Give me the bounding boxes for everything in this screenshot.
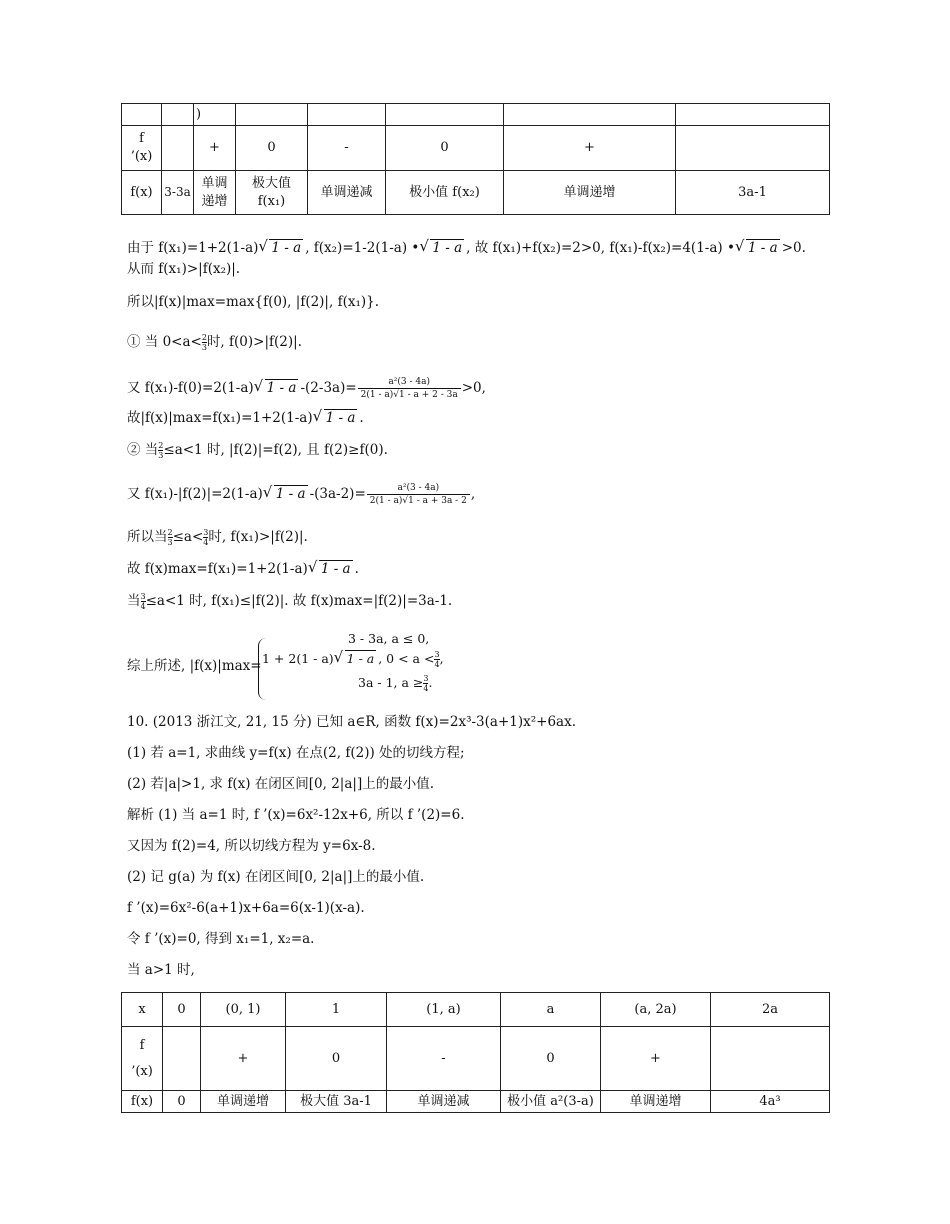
text-run: >0. [781,240,806,256]
sqrt-expression [313,408,358,428]
solution-line: 又因为 f(2)=4, 所以切线方程为 y=6x-8. [127,838,376,854]
table2-cell: 单调递增 [601,1091,711,1113]
sqrt-expression [263,484,308,504]
denominator: 2(1 - a)√1 - a + 2 - 3a [360,390,458,400]
radicand: 1 - a [432,240,463,256]
table2-cell: 0 [163,993,201,1027]
table1-cell: 单调递增 [504,171,676,215]
denominator: 3 [201,343,207,352]
solution-line: 当 a>1 时, [127,962,195,978]
solution-line: 解析 (1) 当 a=1 时, f ’(x)=6x²-12x+6, 所以 f ’(2)=6. [127,807,465,823]
case-line: 3 - 3a, a ≤ 0, [348,631,430,646]
text-line: 所以|f(x)|max=max{f(0), |f(2)|, f(x₁)}. [127,294,380,310]
text-run: 3a - 1, a ≥ [358,675,424,690]
text-run: , [439,651,444,666]
radicand: 1 - a [747,240,778,256]
text-run: ② 当 [127,442,159,458]
case-line [262,650,444,669]
table1-cell [676,126,830,171]
radicand: 1 - a [325,410,356,426]
text-run: -(3a-2)= [309,486,366,502]
denominator: 3 [158,451,164,460]
table1-cell: 0 [386,126,504,171]
denominator: 4 [140,602,146,611]
sqrt-expression [254,378,299,398]
text-run: 所以当 [127,529,168,545]
table2-row-function [122,1091,830,1113]
table2-cell: x [122,993,163,1027]
sqrt-expression [419,238,464,258]
numerator: 2 [201,333,207,342]
problem-statement: 10. (2013 浙江文, 21, 15 分) 已知 a∈R, 函数 f(x)=2x³-3(a+1)x²+6ax. [127,714,576,730]
table1-cell: f(x) [122,171,162,215]
text-run: ① 当 0<a< [127,334,202,350]
sqrt-expression [735,238,780,258]
table2-cell: 极大值 3a-1 [286,1091,387,1113]
table2-cell [163,1027,201,1091]
variation-table-1 [121,103,830,215]
numerator: 3 [140,592,146,601]
text-run: 时, f(x₁)>|f(2)|. [208,529,308,545]
text-run: -(2-3a)= [300,380,357,396]
table1-cell: 单调 递增 [194,171,236,215]
table1-cell: 极小值 f(x₂) [386,171,504,215]
text-run: 又 f(x₁)-|f(2)|=2(1-a) [127,486,263,502]
solution-line: f ’(x)=6x²-6(a+1)x+6a=6(x-1)(x-a). [127,900,365,916]
text-line: 综上所述, |f(x)|max= [127,658,262,674]
text-run: ≤a<1 时, |f(2)|=f(2), 且 f(2)≥f(0). [163,442,388,458]
table1-row-function [122,171,830,215]
table2-cell: + [601,1027,711,1091]
text-line: 从而 f(x₁)>|f(x₂)|. [127,261,241,277]
denominator: 2(1 - a)√1 - a + 3a - 2 [369,496,467,506]
table1-cell: - [308,126,386,171]
numerator: 2 [167,528,173,537]
text-line [127,591,452,611]
table1-cell [308,104,386,126]
fraction [358,376,461,401]
table2-cell: 极小值 a²(3-a) [501,1091,601,1113]
table2-cell: 0 [501,1027,601,1091]
table2-row-x [122,993,830,1027]
text-run: , 0 < a < [378,651,435,666]
table1-cell: f ’(x) [122,126,162,171]
table2-cell: - [387,1027,501,1091]
table1-cell: 单调递减 [308,171,386,215]
case-line [358,674,432,693]
text-line [127,482,475,507]
text-run: >0, [461,380,486,396]
text-run: 故 f(x)max=f(x₁)=1+2(1-a) [127,561,308,577]
text-run: 又 f(x₁)-f(0)=2(1-a) [127,380,254,396]
sqrt-expression [258,238,303,258]
text-line [127,440,388,460]
table2-cell: (1, a) [387,993,501,1027]
numerator: 3 [423,674,429,683]
denominator: 3 [167,538,173,547]
table2-cell: f ’(x) [122,1027,163,1091]
table2-cell: 2a [711,993,830,1027]
table2-cell: (0, 1) [201,993,286,1027]
denominator: 4 [203,538,209,547]
problem-part-1: (1) 若 a=1, 求曲线 y=f(x) 在点(2, f(2)) 处的切线方程; [127,745,465,761]
numerator: 3 [434,650,440,659]
text-line [127,238,806,258]
radicand: 1 - a [320,561,351,577]
denominator: 4 [434,660,440,669]
denominator: 4 [423,684,429,693]
table1-cell [386,104,504,126]
text-run: 当 [127,593,141,609]
table2-cell: a [501,993,601,1027]
text-run: 由于 f(x₁)=1+2(1-a) [127,240,259,256]
text-run: 故|f(x)|max=f(x₁)=1+2(1-a) [127,410,313,426]
table1-cell: + [194,126,236,171]
table2-cell [711,1027,830,1091]
radicand: 1 - a [346,651,375,666]
fraction [367,482,470,507]
table2-cell: 单调递增 [201,1091,286,1113]
table1-cell: 极大值 f(x₁) [236,171,308,215]
solution-line: (2) 记 g(a) 为 f(x) 在闭区间[0, 2|a|]上的最小值. [127,869,425,885]
problem-part-2: (2) 若|a|>1, 求 f(x) 在闭区间[0, 2|a|]上的最小值. [127,776,434,792]
table2-cell: 单调递减 [387,1091,501,1113]
sqrt-expression [308,559,353,579]
text-line [127,332,302,352]
table2-cell: (a, 2a) [601,993,711,1027]
numerator: 2 [158,441,164,450]
text-run: 1 + 2(1 - a) [262,651,334,666]
text-run: 时, f(0)>|f(2)|. [206,334,302,350]
table1-cell: 3a-1 [676,171,830,215]
text-run: . [428,675,433,690]
solution-line: 令 f ’(x)=0, 得到 x₁=1, x₂=a. [127,931,315,947]
table1-cell: + [504,126,676,171]
table2-cell: 4a³ [711,1091,830,1113]
text-line [127,408,364,428]
table1-cell: ) [194,104,236,126]
radicand: 1 - a [271,240,302,256]
text-run: . [359,410,364,426]
text-run: ≤a< [172,529,204,545]
text-line [127,559,359,579]
numerator: a²(3 - 4a) [367,482,470,495]
table1-row-header-tail [122,104,830,126]
text-run: . [354,561,359,577]
radicand: 1 - a [275,486,306,502]
table1-cell: 3-3a [162,171,194,215]
variation-table-2 [121,992,830,1113]
table1-row-derivative [122,126,830,171]
table2-cell: f(x) [122,1091,163,1113]
text-run: , f(x₂)=1-2(1-a) • [305,240,420,256]
table1-cell [504,104,676,126]
table1-cell [236,104,308,126]
text-line [127,527,308,547]
table1-cell [122,104,162,126]
sqrt-expression [334,650,377,668]
table1-cell [162,126,194,171]
radicand: 1 - a [266,380,297,396]
table2-row-derivative [122,1027,830,1091]
table2-cell: 1 [286,993,387,1027]
table2-cell: + [201,1027,286,1091]
table2-cell: 0 [286,1027,387,1091]
numerator: a²(3 - 4a) [358,376,461,389]
table1-cell [162,104,194,126]
text-line [127,376,486,401]
table1-cell [676,104,830,126]
text-run: ≤a<1 时, f(x₁)≤|f(2)|. 故 f(x)max=|f(2)|=3a-1. [145,593,453,609]
table2-cell: 0 [163,1091,201,1113]
numerator: 3 [203,528,209,537]
table1-cell: 0 [236,126,308,171]
text-run: , 故 f(x₁)+f(x₂)=2>0, f(x₁)-f(x₂)=4(1-a) • [466,240,735,256]
left-brace [258,638,269,700]
text-run: , [470,486,476,502]
